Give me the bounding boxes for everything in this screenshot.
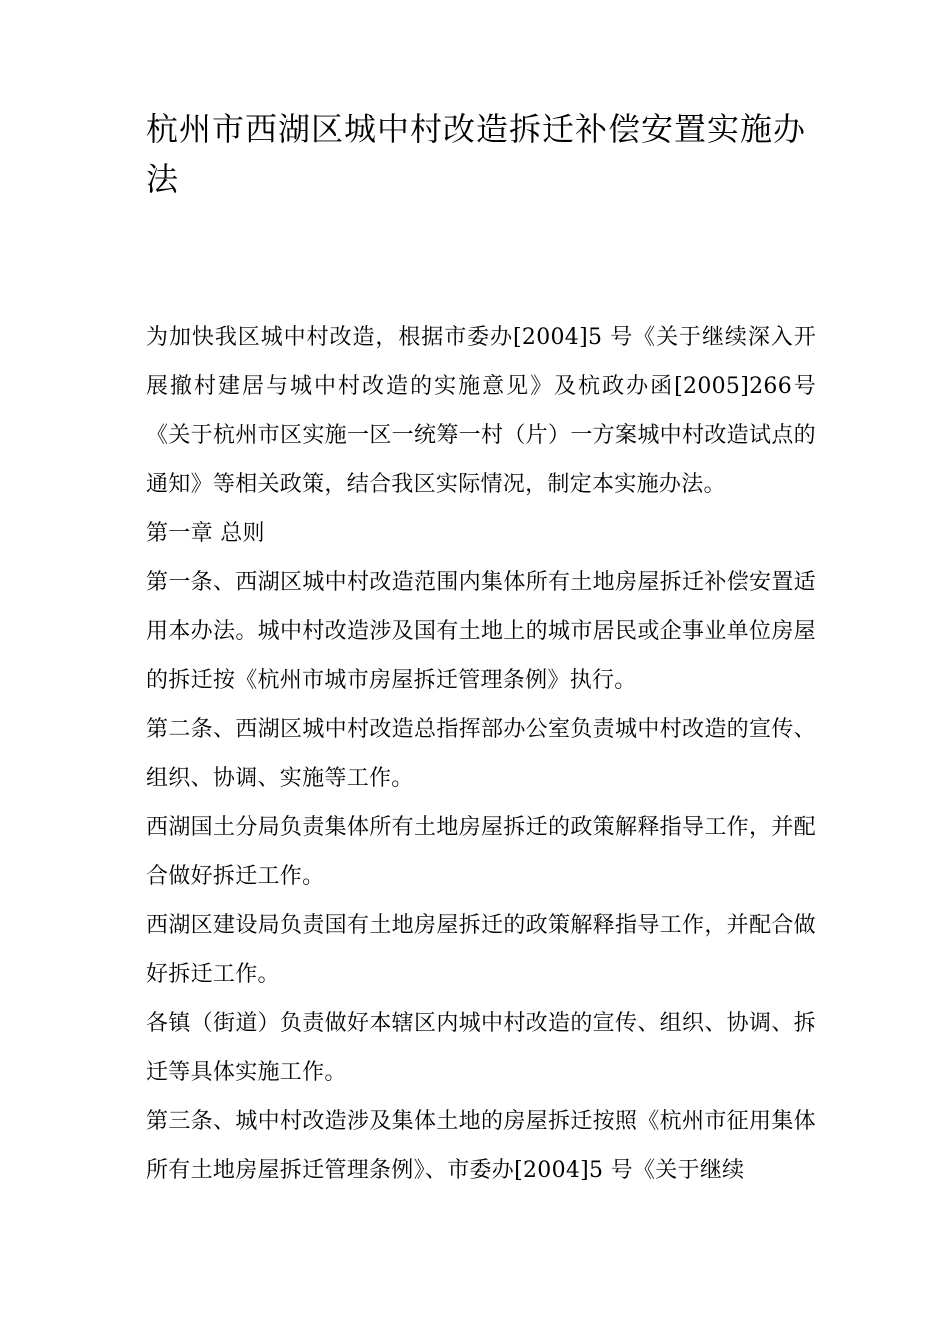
- article-3: 第三条、城中村改造涉及集体土地的房屋拆迁按照《杭州市征用集体所有土地房屋拆迁管理条例》、市委办[2004]5 号《关于继续: [146, 1109, 816, 1183]
- article-1: 第一条、西湖区城中村改造范围内集体所有土地房屋拆迁补偿安置适用本办法。城中村改造涉及国有土地上的城市居民或企事业单位房屋的拆迁按《杭州市城市房屋拆迁管理条例》执行。: [146, 570, 816, 693]
- paragraph-preamble: 为加快我区城中村改造，根据市委办[2004]5 号《关于继续深入开展撤村建居与城中村改造的实施意见》及杭政办函[2005]266号《关于杭州市区实施一区一统筹一村（片）一方案城中村改造试点的通知》等相关政策，结合我区实际情况，制定本实施办法。: [146, 325, 816, 497]
- article-2-towns: 各镇（街道）负责做好本辖区内城中村改造的宣传、组织、协调、拆迁等具体实施工作。: [146, 1011, 816, 1085]
- chapter-heading: 第一章 总则: [146, 521, 265, 546]
- article-2-land-bureau: 西湖国土分局负责集体所有土地房屋拆迁的政策解释指导工作，并配合做好拆迁工作。: [146, 815, 816, 889]
- document-body: [146, 313, 816, 1195]
- document-title: 杭州市西湖区城中村改造拆迁补偿安置实施办法: [146, 110, 807, 198]
- article-2-construction-bureau: 西湖区建设局负责国有土地房屋拆迁的政策解释指导工作，并配合做好拆迁工作。: [146, 913, 816, 987]
- article-2: 第二条、西湖区城中村改造总指挥部办公室负责城中村改造的宣传、组织、协调、实施等工作。: [146, 717, 816, 791]
